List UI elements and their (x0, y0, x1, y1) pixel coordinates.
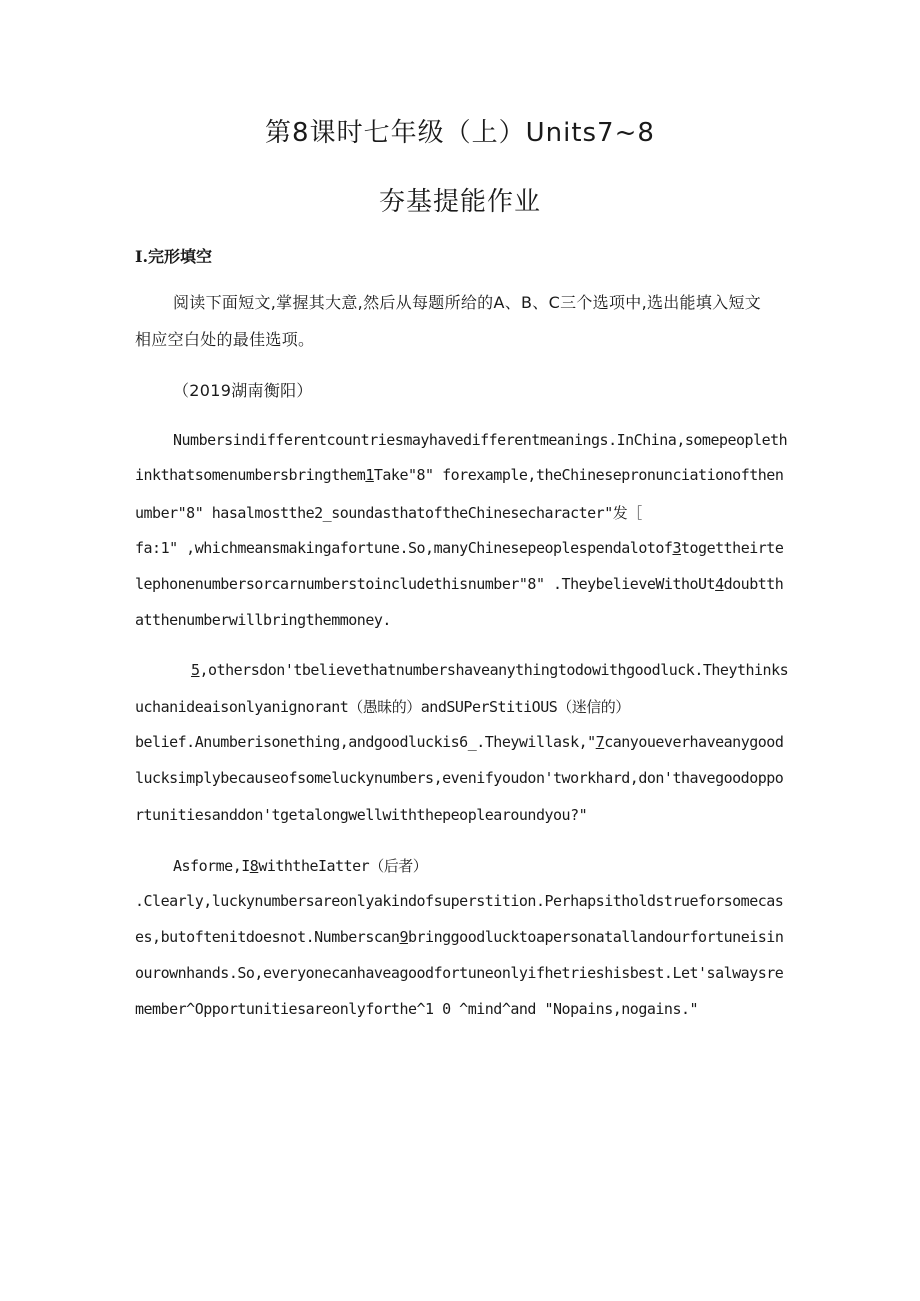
passage-line: .Clearly,luckynumbersareonlyakindofsuperstition.Perhapsitholdstrueforsomecas (135, 892, 784, 910)
text-run: ,othersdon'tbelievethatnumbershaveanythingtodowithgoodluck.Theythinks (199, 661, 789, 679)
text-run: belief.Anumberisonething,andgoodluckis6_.Theywillask," (135, 733, 596, 751)
text-run: withtheIatter（后者） (258, 857, 428, 875)
blank-5: 5 (191, 661, 200, 679)
blank-7: 7 (595, 733, 605, 751)
passage-line: umber"8" hasalmostthe2_soundasthatoftheChinesecharacter"发［ (135, 504, 642, 522)
text-run: Asforme,I (173, 857, 250, 875)
passage-line (135, 928, 783, 946)
passage-line: Numbersindifferentcountriesmayhavedifferentmeanings.InChina,somepeopleth (173, 431, 788, 449)
source-note: （2019湖南衡阳） (173, 381, 313, 400)
passage-line: atthenumberwillbringthemmoney. (135, 611, 391, 629)
passage-line: uchanideaisonlyanignorant（愚昧的）andSUPerStitiOUS（迷信的） (135, 698, 630, 716)
page-title: 第8课时七年级（上）Units7~8 (265, 118, 655, 148)
text-run: togettheirte (680, 539, 784, 557)
text-run: inkthatsomenumbersbringthem (135, 466, 366, 484)
text-run: canyoueverhaveanygood (604, 733, 784, 751)
text-run: doubtth (723, 575, 784, 593)
passage-line: ourownhands.So,everyonecanhaveagoodfortuneonlyifhetrieshisbest.Let'salwaysre (135, 964, 784, 982)
section-heading: I.完形填空 (135, 247, 213, 266)
text-run: es,butoftenitdoesnot.Numberscan (135, 928, 400, 946)
text-run: Take"8" forexample,theChinesepronunciationofthen (373, 466, 784, 484)
passage-line (191, 661, 788, 679)
passage-line (135, 733, 783, 751)
instruction-line-2: 相应空白处的最佳选项。 (135, 330, 315, 349)
blank-4: 4 (715, 575, 724, 593)
text-run: fa:1" ,whichmeansmakingafortune.So,manyChinesepeoplespendalotof (135, 539, 673, 557)
page-subtitle: 夯基提能作业 (378, 187, 541, 217)
instruction-line-1: 阅读下面短文,掌握其大意,然后从每题所给的A、B、C三个选项中,选出能填入短文 (173, 293, 762, 312)
passage-line (135, 539, 783, 557)
blank-1: 1 (365, 466, 374, 484)
text-run: bringgoodlucktoapersonatallandourfortuneisin (408, 928, 784, 946)
blank-3: 3 (672, 539, 681, 557)
blank-8: 8 (249, 857, 259, 875)
blank-9: 9 (399, 928, 408, 946)
passage-line (173, 855, 427, 876)
passage-line: rtunitiesanddon'tgetalongwellwiththepeoplearoundyou?" (135, 806, 588, 824)
passage-line: lucksimplybecauseofsomeluckynumbers,evenifyoudon'tworkhard,don'thavegoodoppo (135, 769, 784, 787)
passage-line (135, 575, 783, 593)
text-run: lephonenumbersorcarnumberstoincludethisnumber"8" .TheybelieveWithoUt (135, 575, 716, 593)
passage-line: member^Opportunitiesareonlyforthe^1 0 ^mind^and "Nopains,nogains." (135, 1000, 699, 1018)
passage-line (135, 466, 783, 484)
